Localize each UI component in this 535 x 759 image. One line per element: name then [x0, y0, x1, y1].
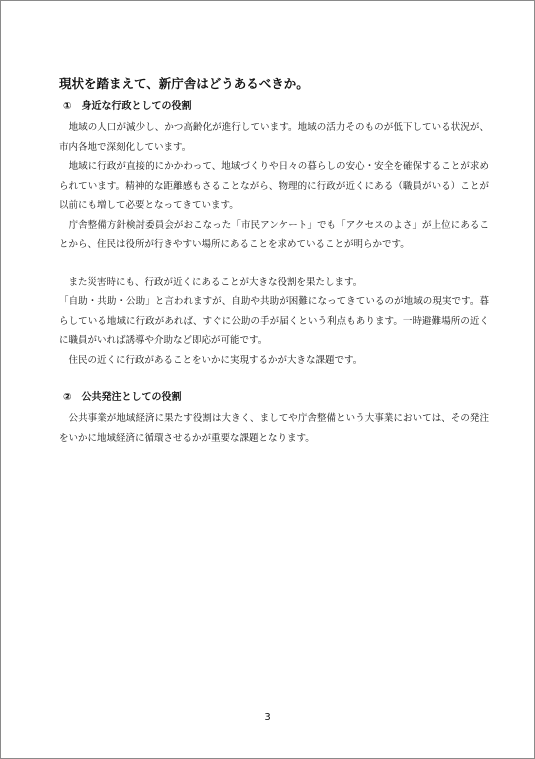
page-content	[59, 75, 489, 448]
paragraph: 庁舎整備方針検討委員会がおこなった「市民アンケート」でも「アクセスのよさ」が上位にあることから、住民は役所が行きやすい場所にあることを求めていることが明らかです。	[59, 219, 489, 250]
page-title: 現状を踏まえて、新庁舎はどうあるべきか。	[59, 76, 309, 91]
paragraph: 地域に行政が直接的にかかわって、地域づくりや日々の暮らしの安心・安全を確保することが求められています。精神的な距離感もさることながら、物理的に行政が近くにある（職員がいる）ことが以前にも増して必要となってきています。	[59, 161, 489, 211]
paragraph: 地域の人口が減少し、かつ高齢化が進行しています。地域の活力そのものが低下している状況が、市内各地で深刻化しています。	[59, 122, 489, 153]
paragraph: 「自助・共助・公助」と言われますが、自助や共助が困難になってきているのが地域の現実です。暮らしている地域に行政があれば、すぐに公助の手が届くという利点もあります。一時避難場所の近くに職員がいれば誘導や介助など即応が可能です。	[59, 296, 489, 346]
section-heading-1: ① 身近な行政としての役割	[63, 101, 192, 112]
paragraph-spacer	[59, 255, 489, 273]
section-spacer	[59, 370, 489, 390]
section-heading-2: ② 公共発注としての役割	[63, 392, 182, 403]
paragraph: 公共事業が地域経済に果たす役割は大きく、ましてや庁舎整備という大事業においては、その発注をいかに地域経済に循環させるかが重要な課題となります。	[59, 413, 489, 444]
page-number: 3	[264, 712, 271, 723]
paragraph: 住民の近くに行政があることをいかに実現するかが大きな課題です。	[59, 354, 363, 366]
paragraph: また災害時にも、行政が近くにあることが大きな役割を果たします。	[59, 276, 363, 288]
